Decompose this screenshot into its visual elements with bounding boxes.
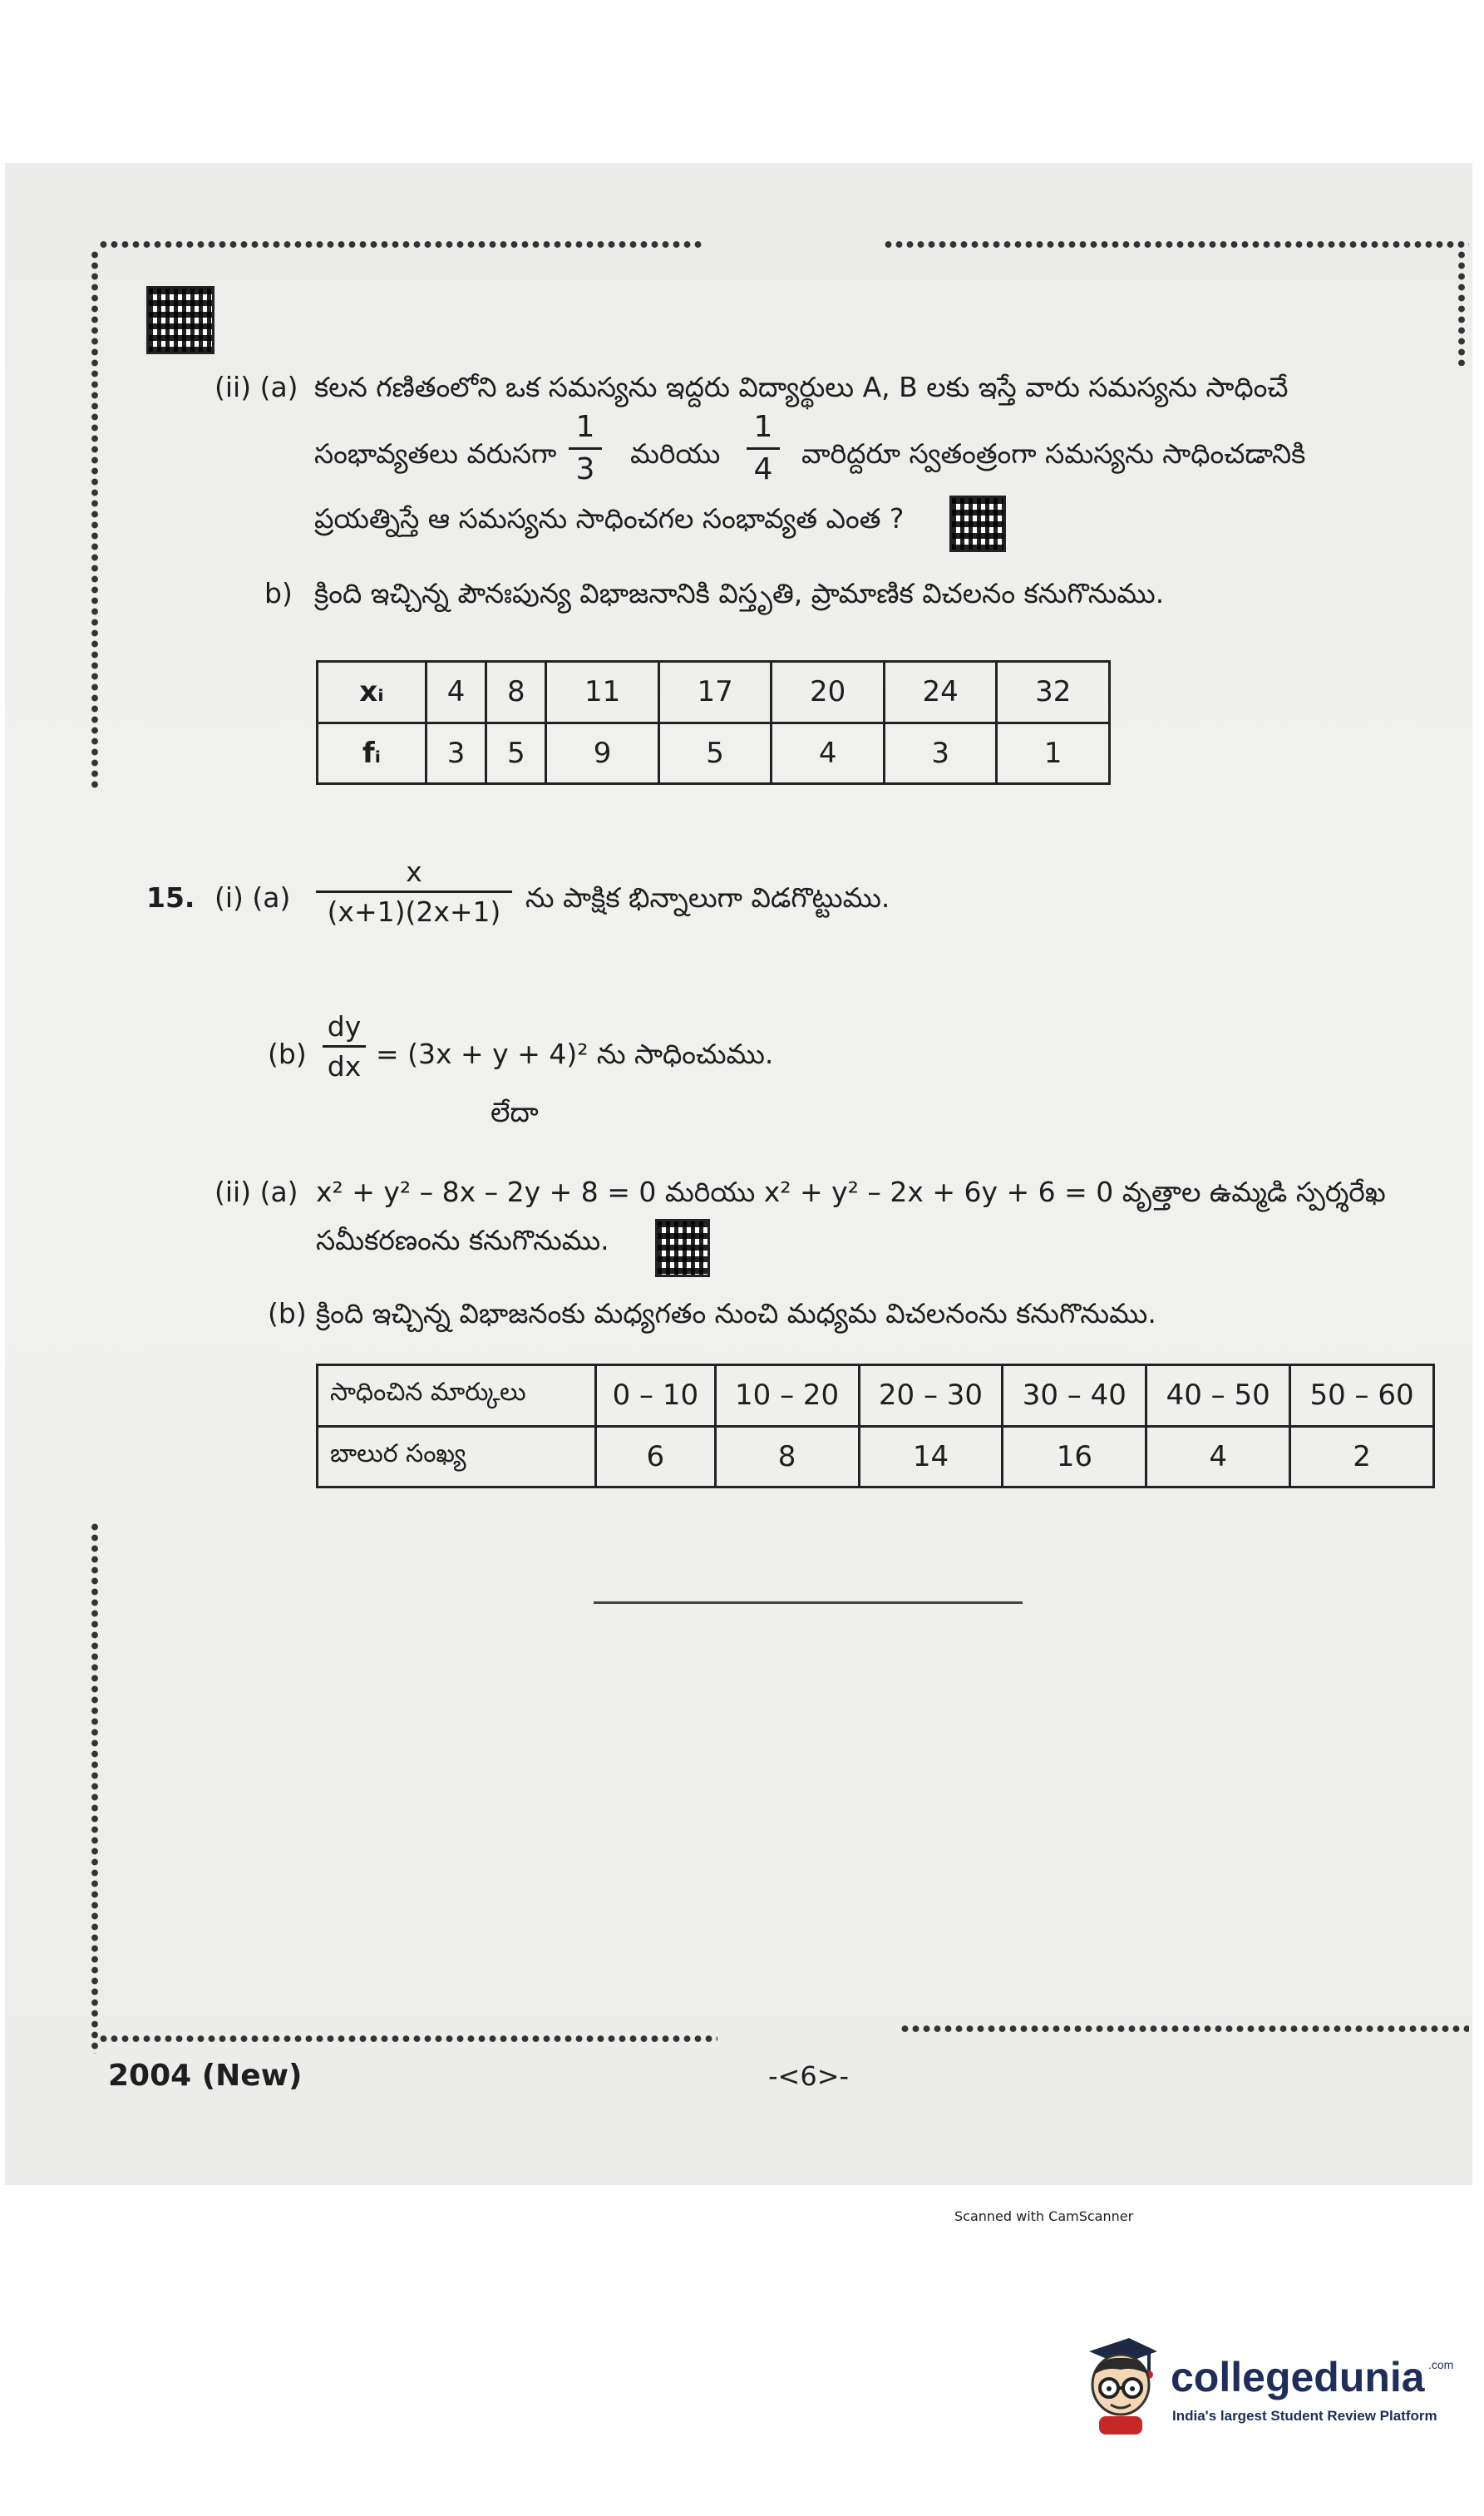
table-cell: 5: [486, 723, 546, 784]
table-header-cell: xᵢ: [318, 662, 426, 723]
q15ii-a-line2: సమీకరణంను కనుగొనుము.: [316, 1224, 609, 1256]
frequency-table: [316, 660, 1111, 785]
qr-code-q15-icon: [655, 1219, 710, 1277]
table-cell: 40 – 50: [1146, 1365, 1290, 1427]
table-cell: 11: [546, 662, 659, 723]
left-border-lower: [90, 1522, 100, 2054]
top-border-left: [98, 239, 705, 249]
q15ii-b-label: (b): [268, 1297, 307, 1330]
derivative-fraction: [323, 1010, 366, 1083]
q15i-a-label: (i) (a): [214, 881, 291, 914]
table-cell: 24: [884, 662, 997, 723]
probability-fraction-a: [569, 412, 602, 485]
partial-fraction-expression: [316, 856, 512, 928]
student-mascot-icon: [1081, 2333, 1161, 2436]
table-cell: 14: [859, 1426, 1003, 1487]
table-header-cell: సాధించిన మార్కులు: [318, 1365, 596, 1427]
q15ii-a-label: (ii) (a): [214, 1176, 298, 1208]
q15i-a-text: ను పాక్షిక భిన్నాలుగా విడగొట్టుము.: [525, 881, 890, 914]
fraction-denominator: (x+1)(2x+1): [327, 895, 501, 928]
question-number: 15.: [146, 881, 195, 914]
q14ii-a-line2-post: వారిద్దరూ స్వతంత్రంగా సమస్యను సాధించడానికి: [801, 437, 1306, 470]
q14ii-a-line3: ప్రయత్నిస్తే ఆ సమస్యను సాధించగల సంభావ్యత ఎంత ?: [314, 502, 905, 535]
brand-tagline: India's largest Student Review Platform: [1172, 2408, 1437, 2424]
fraction-denominator: dx: [327, 1050, 362, 1083]
q14ii-a-label: (ii) (a): [214, 371, 298, 403]
fraction-numerator: dy: [327, 1010, 362, 1043]
right-border: [1457, 249, 1467, 366]
fraction-numerator: 1: [575, 410, 595, 444]
q14ii-a-line2-pre: సంభావ్యతలు వరుసగా: [314, 437, 557, 470]
fraction-denominator: 3: [575, 452, 595, 486]
q15ii-a-line1: x² + y² – 8x – 2y + 8 = 0 మరియు x² + y² – 2x + 6y + 6 = 0 వృత్తాల ఉమ్మడి స్పర్శరేఖ: [316, 1176, 1386, 1208]
scanner-watermark: Scanned with CamScanner: [954, 2208, 1134, 2224]
table-row: [318, 723, 1110, 784]
fraction-bar: [316, 890, 512, 893]
table-row: [318, 1426, 1434, 1487]
table-cell: 4: [1146, 1426, 1290, 1487]
bottom-border-left: [98, 2034, 717, 2044]
table-cell: 3: [426, 723, 486, 784]
table-cell: 10 – 20: [715, 1365, 859, 1427]
fraction-bar: [569, 447, 602, 450]
q15ii-b-text: క్రింది ఇచ్చిన్న విభాజనంకు మధ్యగతం నుంచి మధ్యమ విచలనంను కనుగొనుము.: [316, 1297, 1156, 1330]
marks-distribution-table: [316, 1364, 1435, 1488]
table-cell: 16: [1003, 1426, 1146, 1487]
table-cell: 2: [1290, 1426, 1434, 1487]
table-row: [318, 662, 1110, 723]
table-cell: 4: [772, 723, 885, 784]
or-text: లేదా: [491, 1096, 539, 1128]
bottom-border-right: [900, 2024, 1469, 2034]
table-header-cell: fᵢ: [318, 723, 426, 784]
qr-code-q14-icon: [949, 496, 1006, 552]
q14ii-b-label: b): [264, 577, 293, 609]
left-border-upper: [90, 249, 100, 790]
probability-fraction-b: [747, 412, 780, 485]
table-cell: 20: [772, 662, 885, 723]
qr-code-top-icon: [146, 286, 214, 354]
table-cell: 8: [486, 662, 546, 723]
fraction-numerator: x: [406, 856, 422, 888]
table-cell: 50 – 60: [1290, 1365, 1434, 1427]
brand-name: collegedunia: [1171, 2354, 1425, 2400]
table-cell: 17: [658, 662, 772, 723]
top-border-right: [883, 239, 1469, 249]
q14ii-a-line2-mid: మరియు: [630, 437, 721, 470]
table-cell: 30 – 40: [1003, 1365, 1146, 1427]
q14ii-b-text: క్రింది ఇచ్చిన్న పౌనఃపున్య విభాజనానికి విస్తృతి, ప్రామాణిక విచలనం కనుగొనుము.: [314, 577, 1165, 609]
table-cell: 8: [715, 1426, 859, 1487]
table-header-cell: బాలుర సంఖ్య: [318, 1426, 596, 1487]
table-cell: 1: [997, 723, 1110, 784]
table-cell: 4: [426, 662, 486, 723]
q14ii-a-line1: కలన గణితంలోని ఒక సమస్యను ఇద్దరు విద్యార్థులు A, B లకు ఇస్తే వారు సమస్యను సాధించే: [314, 371, 1289, 403]
fraction-bar: [323, 1045, 366, 1048]
table-cell: 32: [997, 662, 1110, 723]
table-cell: 9: [546, 723, 659, 784]
end-separator-line: [594, 1601, 1023, 1604]
table-row: [318, 1365, 1434, 1427]
fraction-denominator: 4: [753, 452, 773, 486]
table-cell: 0 – 10: [596, 1365, 716, 1427]
table-cell: 3: [884, 723, 997, 784]
table-cell: 20 – 30: [859, 1365, 1003, 1427]
fraction-numerator: 1: [753, 410, 773, 444]
paper-code: 2004 (New): [108, 2059, 303, 2093]
table-cell: 5: [658, 723, 772, 784]
fraction-bar: [747, 447, 780, 450]
q15i-b-equation: = (3x + y + 4)² ను సాధించుము.: [376, 1038, 774, 1070]
page-number: -<6>-: [768, 2060, 850, 2092]
q15i-b-label: (b): [268, 1038, 307, 1070]
table-cell: 6: [596, 1426, 716, 1487]
brand-domain: .com: [1428, 2358, 1454, 2371]
